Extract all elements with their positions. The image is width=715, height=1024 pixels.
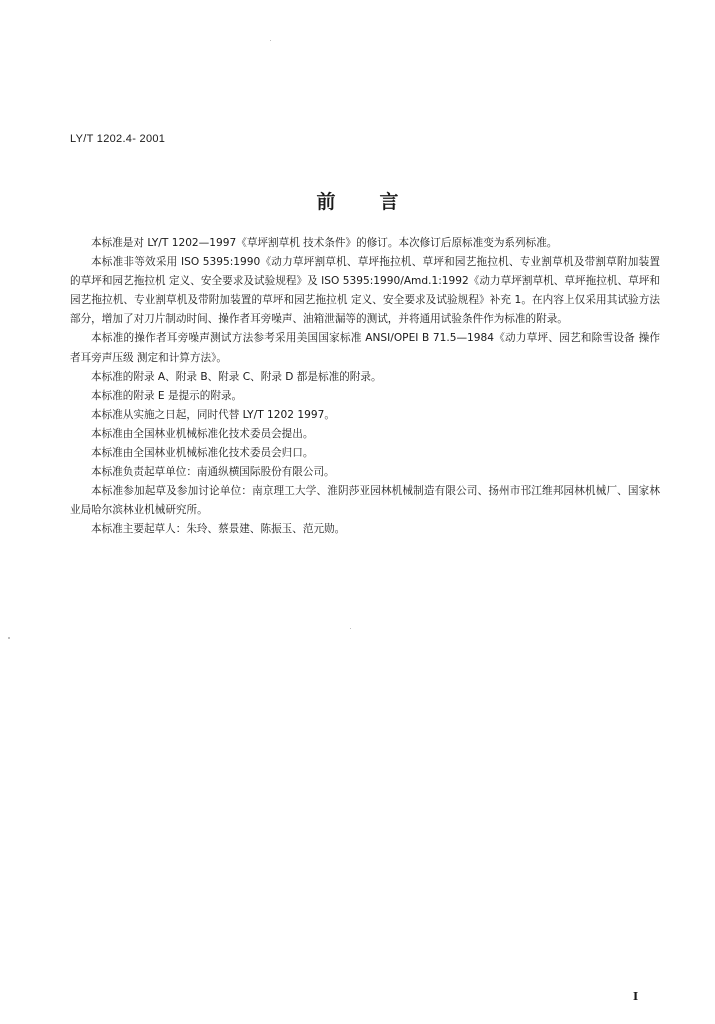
paragraph: 本标准由全国林业机械标准化技术委员会归口。 <box>91 447 314 460</box>
paragraph: 本标准从实施之日起，同时代替 LY/T 1202 1997。 <box>91 408 335 421</box>
scan-speck <box>8 637 10 639</box>
standard-code: LY/T 1202.4- 2001 <box>70 133 166 145</box>
paragraph: 本标准负责起草单位：南通纵横国际股份有限公司。 <box>91 466 335 479</box>
paragraph: 本标准的操作者耳旁噪声测试方法参考采用美国国家标准 ANSI/OPEI B 71.5—1984《动力草坪、园艺和除雪设备 操作者耳旁声压级 测定和计算方法》。 <box>70 332 660 364</box>
scan-speck <box>270 40 271 41</box>
paragraph: 本标准的附录 E 是提示的附录。 <box>91 389 243 402</box>
paragraph: 本标准主要起草人：朱玲、蔡景建、陈振玉、范元勋。 <box>91 523 346 536</box>
paragraph: 本标准的附录 A、附录 B、附录 C、附录 D 都是标准的附录。 <box>91 370 382 383</box>
scan-speck <box>350 628 351 629</box>
paragraph: 本标准是对 LY/T 1202—1997《草坪割草机 技术条件》的修订。本次修订后原标准变为系列标准。 <box>91 237 558 249</box>
foreword-body <box>70 234 660 540</box>
paragraph: 本标准非等效采用 ISO 5395:1990《动力草坪割草机、草坪拖拉机、草坪和园艺拖拉机、专业割草机及带割草附加装置的草坪和园艺拖拉机 定义、安全要求及试验规程》及 ISO 5395:1990/Amd.1:1992《动力草坪割草机、草坪拖拉机、草坪和园艺拖拉机、专业割草机及带附加装置的草坪和园艺拖拉机 定义、安全要求及试验规程》补充 1。在内容上仅采用其试验方法部分，增加了对刀片制动时间、操作者耳旁噪声、油箱泄漏等的测试，并将通用试验条件作为标准的附录。 <box>70 256 660 326</box>
page-title: 前言 <box>316 191 443 213</box>
page-number: I <box>633 990 639 1003</box>
paragraph: 本标准由全国林业机械标准化技术委员会提出。 <box>91 427 314 440</box>
paragraph: 本标准参加起草及参加讨论单位：南京理工大学、淮阴莎亚园林机械制造有限公司、扬州市邗江维邦园林机械厂、国家林业局哈尔滨林业机械研究所。 <box>70 485 660 517</box>
